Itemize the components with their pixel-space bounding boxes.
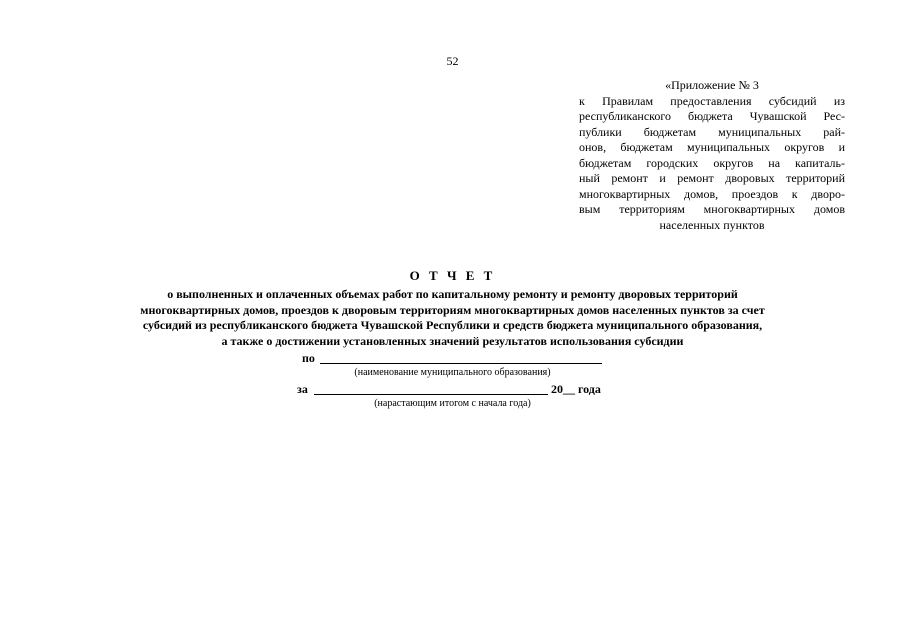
report-subtitle-line: а также о достижении установленных значений результатов использования субсидии [221,333,684,348]
report-subtitle [0,287,905,349]
appendix-line: многоквартирных домов, проездов к дворо- [579,186,845,201]
municipality-blank [320,351,602,364]
appendix-line: республиканского бюджета Чувашской Рес- [579,109,845,123]
period-hint: (нарастающим итогом с начала года) [374,398,531,409]
municipality-label: по [302,351,315,365]
appendix-title: «Приложение № 3 [665,78,759,92]
appendix-line: к Правилам предоставления субсидий из [579,93,845,108]
municipality-hint: (наименование муниципального образования) [354,367,551,378]
period-label: за [297,382,308,396]
appendix-line: вым территориям многоквартирных домов [579,202,845,216]
report-subtitle-line: субсидий из республиканского бюджета Чувашской Республики и средств бюджета муниципального образования, [142,318,763,332]
appendix-block [579,78,845,233]
report-subtitle-line: о выполненных и оплаченных объемах работ по капитальному ремонту и ремонту дворовых территорий [167,287,738,301]
appendix-line: онов, бюджетам муниципальных округов и [579,140,845,154]
appendix-line: населенных пунктов [659,217,765,232]
appendix-line: публики бюджетам муниципальных рай- [579,124,845,139]
year-label: 20__ года [551,382,601,396]
period-blank [314,382,548,395]
report-subtitle-line: многоквартирных домов, проездов к дворовым территориям многоквартирных домов населенных пунктов за счет [140,302,765,317]
report-title: О Т Ч Е Т [409,268,496,283]
page-number: 52 [446,54,459,68]
appendix-line: бюджетам городских округов на капиталь- [579,155,845,170]
appendix-line: ный ремонт и ремонт дворовых территорий [579,171,845,185]
